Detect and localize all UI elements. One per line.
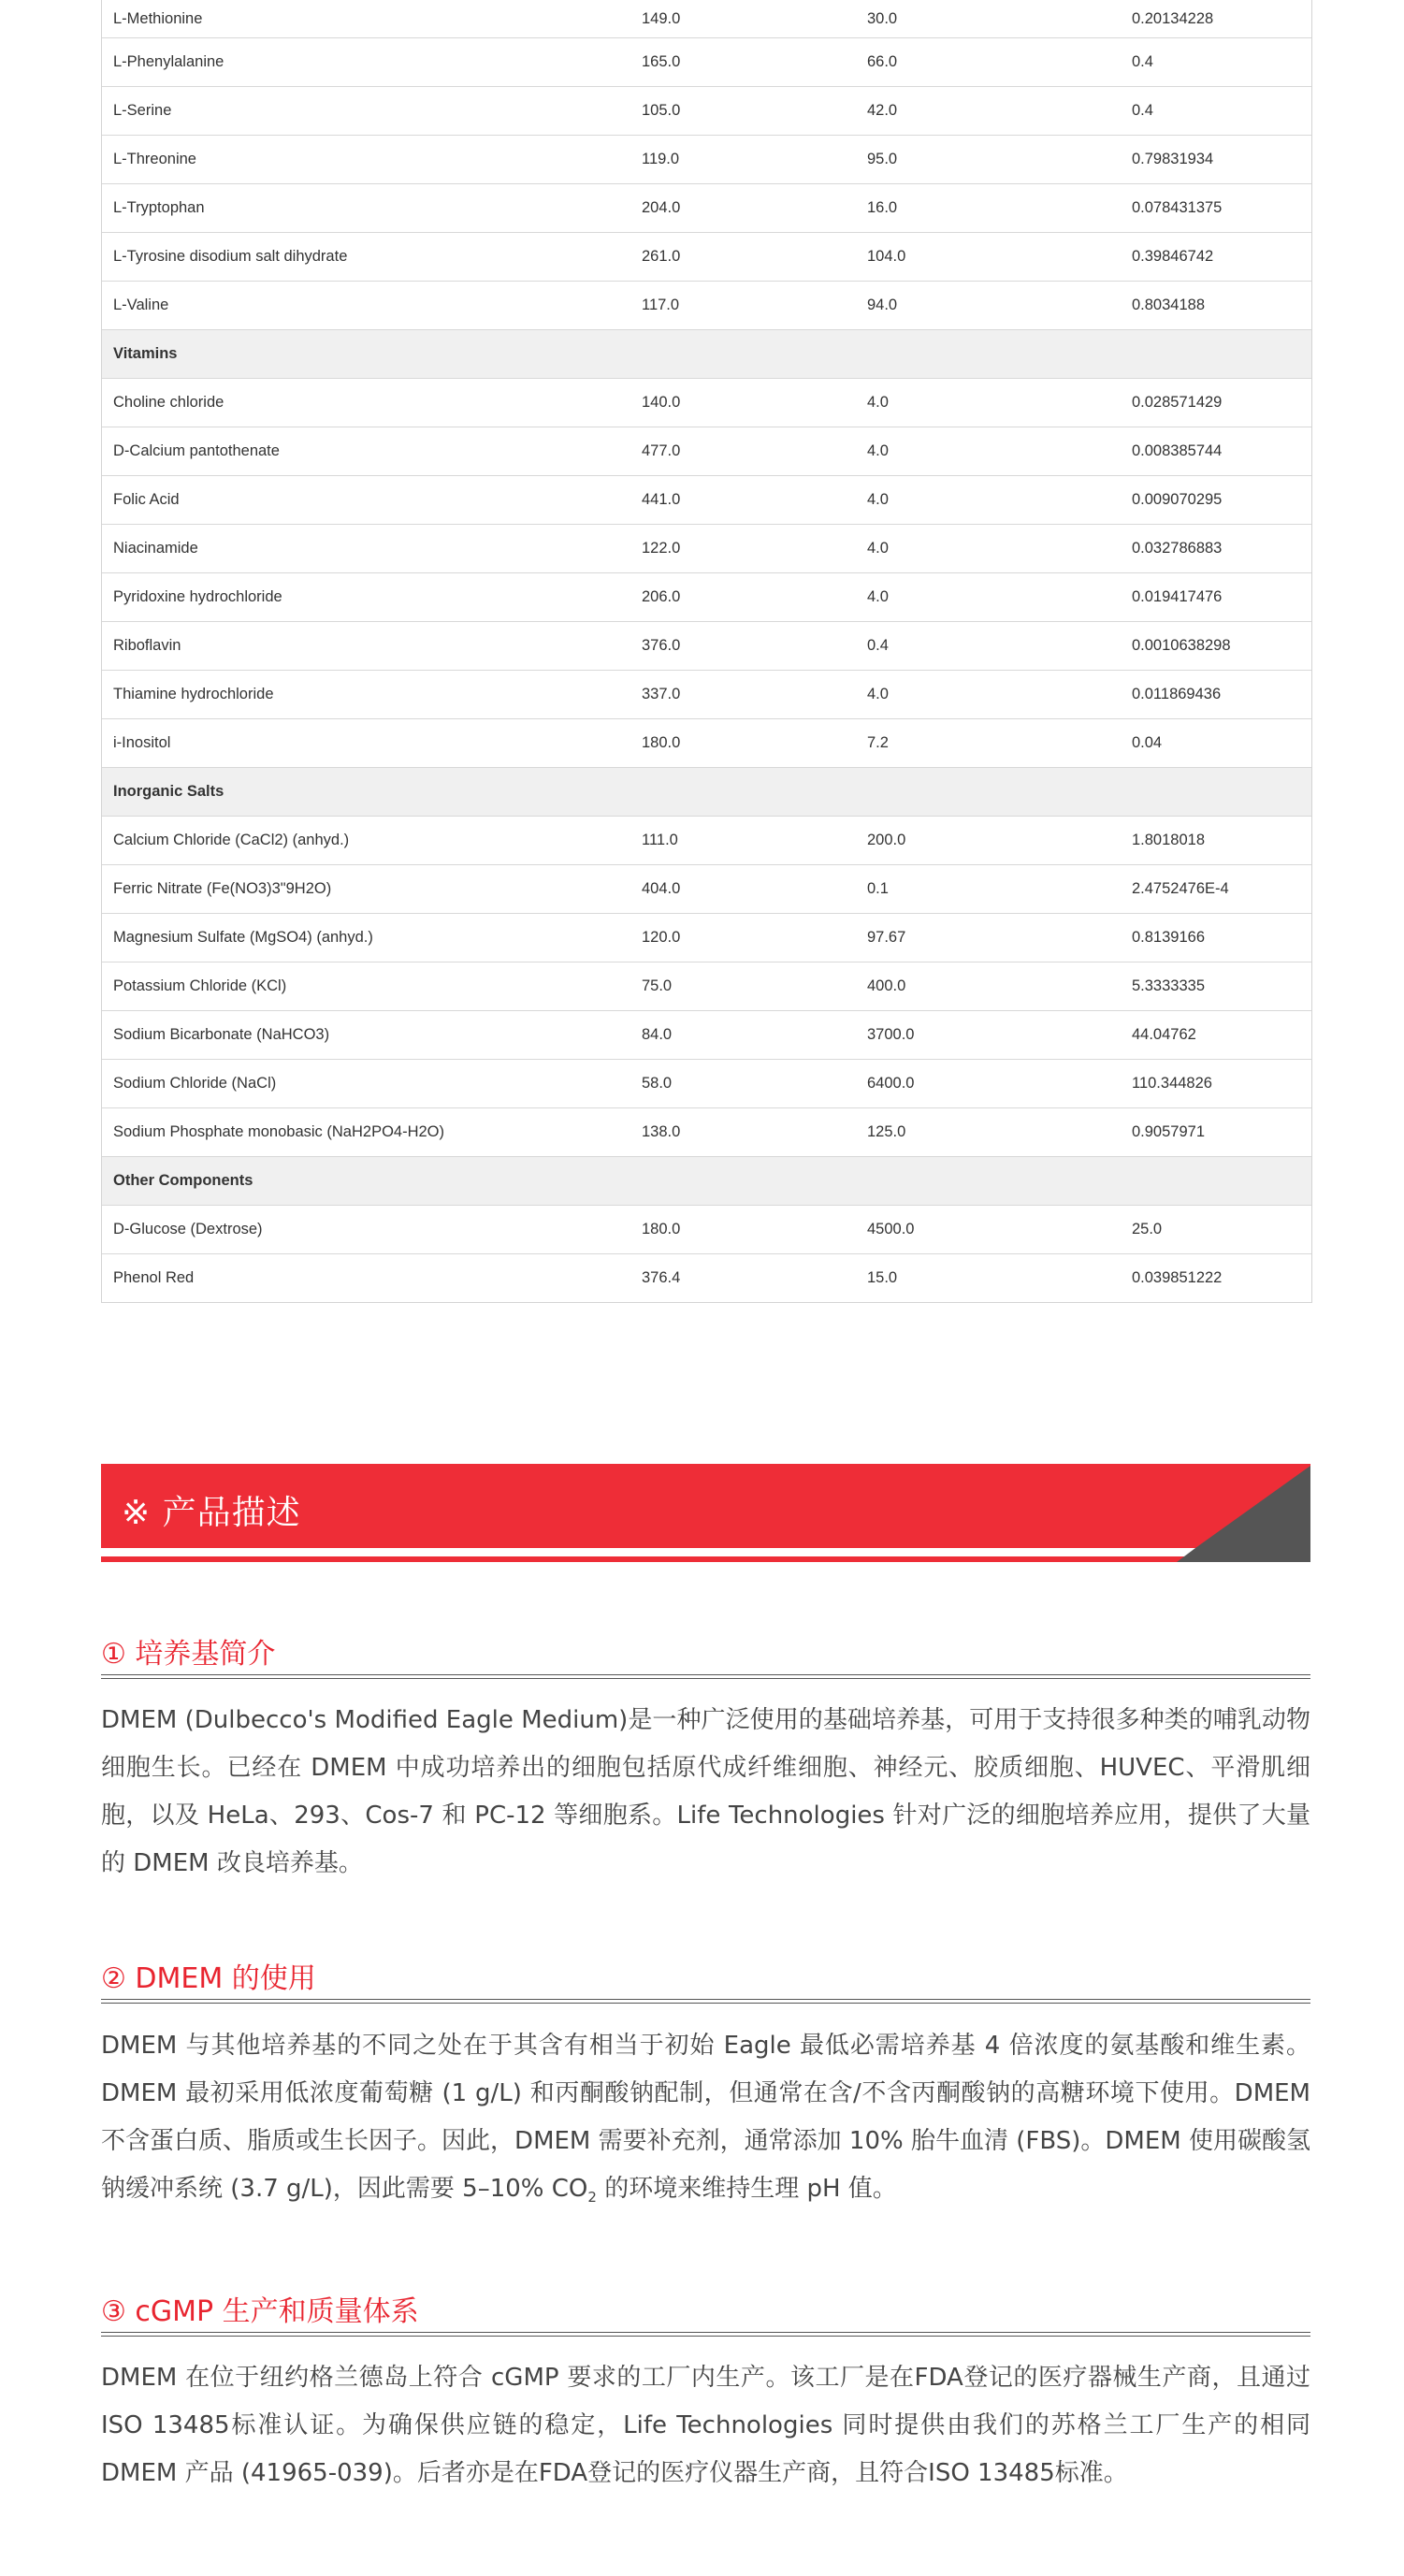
cell-molecular-weight: 441.0 <box>642 491 681 508</box>
cell-molecular-weight: 337.0 <box>642 686 681 702</box>
co2-subscript: 2 <box>587 2189 597 2207</box>
cell-molecular-weight: 149.0 <box>642 9 681 27</box>
cell-molecular-weight: 117.0 <box>642 297 680 313</box>
cell-concentration-mg: 7.2 <box>867 734 889 751</box>
cell-concentration-mm: 0.078431375 <box>1132 199 1223 216</box>
section-heading-usage: ② DMEM 的使用 <box>101 1962 316 1995</box>
cell-concentration-mg: 66.0 <box>867 53 898 70</box>
section-paragraph-cgmp: DMEM 在位于纽约格兰德岛上符合 cGMP 要求的工厂内生产。该工厂是在FDA登记的医疗器械生产商，且通过ISO 13485标准认证。为确保供应链的稳定，Life Technologies 同时提供由我们的苏格兰工厂生产的相同 DMEM 产品 (41965-039)。后者亦是在FDA登记的医疗仪器生产商，且符合ISO 13485标准。 <box>101 2364 1310 2487</box>
table-row <box>102 962 1311 1010</box>
cell-concentration-mg: 97.67 <box>867 929 906 946</box>
cell-concentration-mg: 0.1 <box>867 880 889 897</box>
cell-concentration-mm: 0.20134228 <box>1132 9 1214 27</box>
table-row <box>102 1253 1311 1302</box>
cell-concentration-mm: 0.04 <box>1132 734 1163 751</box>
section-rule <box>101 2332 1310 2337</box>
banner-title: ※ 产品描述 <box>122 1494 301 1532</box>
cell-component: Ferric Nitrate (Fe(NO3)3"9H2O) <box>113 880 332 897</box>
cell-concentration-mm: 0.8139166 <box>1132 929 1205 946</box>
table-row <box>102 1010 1311 1059</box>
cell-category: Vitamins <box>113 345 178 362</box>
cell-molecular-weight: 138.0 <box>642 1123 681 1140</box>
cell-concentration-mm: 0.9057971 <box>1132 1123 1205 1140</box>
cell-concentration-mg: 0.4 <box>867 637 889 654</box>
table-row <box>102 427 1311 475</box>
cell-category: Other Components <box>113 1172 253 1189</box>
cell-concentration-mm: 0.79831934 <box>1132 151 1214 167</box>
cell-concentration-mm: 0.4 <box>1132 102 1153 119</box>
cell-concentration-mm: 0.009070295 <box>1132 491 1223 508</box>
cell-molecular-weight: 376.4 <box>642 1269 681 1286</box>
table-row <box>102 183 1311 232</box>
cell-molecular-weight: 119.0 <box>642 151 680 167</box>
cell-molecular-weight: 140.0 <box>642 394 681 411</box>
cell-concentration-mg: 6400.0 <box>867 1075 915 1092</box>
cell-concentration-mg: 4.0 <box>867 588 889 605</box>
cell-component: L-Threonine <box>113 151 196 167</box>
cell-concentration-mg: 30.0 <box>867 9 898 27</box>
cell-component: Potassium Chloride (KCl) <box>113 977 287 994</box>
cell-concentration-mm: 0.0010638298 <box>1132 637 1231 654</box>
cell-component: Niacinamide <box>113 540 198 557</box>
table-row <box>102 524 1311 572</box>
cell-component: Thiamine hydrochloride <box>113 686 274 702</box>
cell-component: L-Phenylalanine <box>113 53 224 70</box>
cell-component: L-Methionine <box>113 9 203 27</box>
table-category-row <box>102 1156 1311 1205</box>
cell-category: Inorganic Salts <box>113 783 224 800</box>
section-rule <box>101 1674 1310 1679</box>
cell-component: Magnesium Sulfate (MgSO4) (anhyd.) <box>113 929 373 946</box>
cell-concentration-mm: 0.008385744 <box>1132 442 1223 459</box>
cell-concentration-mm: 5.3333335 <box>1132 977 1205 994</box>
cell-molecular-weight: 84.0 <box>642 1026 673 1043</box>
cell-component: Pyridoxine hydrochloride <box>113 588 282 605</box>
usage-text-end: 的环境来维持生理 pH 值。 <box>596 2175 897 2203</box>
cell-molecular-weight: 376.0 <box>642 637 681 654</box>
cell-concentration-mm: 0.8034188 <box>1132 297 1205 313</box>
cell-concentration-mm: 0.039851222 <box>1132 1269 1223 1286</box>
cell-component: L-Serine <box>113 102 172 119</box>
cell-component: D-Glucose (Dextrose) <box>113 1221 263 1237</box>
section-paragraph-intro: DMEM (Dulbecco's Modified Eagle Medium)是一种广泛使用的基础培养基，可用于支持很多种类的哺乳动物细胞生长。已经在 DMEM 中成功培养出的细胞包括原代成纤维细胞、神经元、胶质细胞、HUVEC、平滑肌细胞，以及 HeLa、293、Cos-7 和 PC-12 等细胞系。Life Technologies 针对广泛的细胞培养应用，提供了大量的 DMEM 改良培养基。 <box>101 1706 1310 1877</box>
banner-white-line <box>101 1548 1195 1556</box>
cell-concentration-mg: 4.0 <box>867 491 889 508</box>
cell-component: Choline chloride <box>113 394 224 411</box>
cell-molecular-weight: 122.0 <box>642 540 681 557</box>
cell-concentration-mm: 0.4 <box>1132 53 1153 70</box>
cell-molecular-weight: 206.0 <box>642 588 681 605</box>
banner-red-underline <box>101 1556 1184 1562</box>
table-row <box>102 281 1311 329</box>
section-heading-intro: ① 培养基简介 <box>101 1638 276 1671</box>
cell-concentration-mg: 16.0 <box>867 199 898 216</box>
section-heading-cgmp: ③ cGMP 生产和质量体系 <box>101 2295 419 2328</box>
cell-concentration-mg: 15.0 <box>867 1269 898 1286</box>
cell-concentration-mg: 94.0 <box>867 297 898 313</box>
cell-component: Sodium Phosphate monobasic (NaH2PO4-H2O) <box>113 1123 445 1140</box>
cell-concentration-mg: 3700.0 <box>867 1026 915 1043</box>
cell-component: Phenol Red <box>113 1269 195 1286</box>
table-row <box>102 864 1311 913</box>
cell-concentration-mm: 2.4752476E-4 <box>1132 880 1229 897</box>
cell-concentration-mm: 44.04762 <box>1132 1026 1196 1043</box>
cell-concentration-mg: 95.0 <box>867 151 898 167</box>
table-row <box>102 0 1311 37</box>
cell-molecular-weight: 58.0 <box>642 1075 673 1092</box>
cell-component: Sodium Bicarbonate (NaHCO3) <box>113 1026 330 1043</box>
table-row <box>102 816 1311 864</box>
cell-molecular-weight: 180.0 <box>642 734 681 751</box>
table-row <box>102 1059 1311 1107</box>
cell-component: L-Tyrosine disodium salt dihydrate <box>113 248 348 265</box>
cell-concentration-mm: 0.39846742 <box>1132 248 1214 265</box>
cell-molecular-weight: 261.0 <box>642 248 681 265</box>
cell-molecular-weight: 105.0 <box>642 102 681 119</box>
cell-concentration-mg: 4500.0 <box>867 1221 915 1237</box>
cell-molecular-weight: 120.0 <box>642 929 681 946</box>
cell-component: Sodium Chloride (NaCl) <box>113 1075 277 1092</box>
table-row <box>102 475 1311 524</box>
cell-molecular-weight: 477.0 <box>642 442 681 459</box>
cell-concentration-mg: 42.0 <box>867 102 898 119</box>
cell-concentration-mg: 4.0 <box>867 540 889 557</box>
cell-component: Riboflavin <box>113 637 181 654</box>
cell-concentration-mm: 1.8018018 <box>1132 832 1205 848</box>
cell-molecular-weight: 75.0 <box>642 977 673 994</box>
cell-concentration-mm: 110.344826 <box>1132 1075 1212 1092</box>
table-category-row <box>102 329 1311 378</box>
section-paragraph-usage <box>101 2022 1310 2221</box>
cell-component: L-Valine <box>113 297 169 313</box>
table-row <box>102 670 1311 718</box>
table-row <box>102 1107 1311 1156</box>
table-row <box>102 378 1311 427</box>
table-row <box>102 232 1311 281</box>
cell-concentration-mm: 0.032786883 <box>1132 540 1223 557</box>
cell-component: D-Calcium pantothenate <box>113 442 280 459</box>
section-banner <box>101 1464 1310 1562</box>
table-row <box>102 135 1311 183</box>
cell-concentration-mm: 25.0 <box>1132 1221 1163 1237</box>
table-row <box>102 1205 1311 1253</box>
cell-component: L-Tryptophan <box>113 199 205 216</box>
components-table <box>101 0 1312 1303</box>
table-row <box>102 86 1311 135</box>
cell-concentration-mm: 0.028571429 <box>1132 394 1223 411</box>
cell-molecular-weight: 111.0 <box>642 832 678 848</box>
table-row <box>102 913 1311 962</box>
cell-molecular-weight: 404.0 <box>642 880 681 897</box>
table-row <box>102 572 1311 621</box>
cell-concentration-mg: 400.0 <box>867 977 906 994</box>
cell-component: Calcium Chloride (CaCl2) (anhyd.) <box>113 832 350 848</box>
cell-concentration-mg: 4.0 <box>867 686 889 702</box>
cell-concentration-mg: 4.0 <box>867 394 889 411</box>
cell-concentration-mg: 4.0 <box>867 442 889 459</box>
cell-molecular-weight: 165.0 <box>642 53 681 70</box>
cell-molecular-weight: 180.0 <box>642 1221 681 1237</box>
table-row <box>102 621 1311 670</box>
cell-concentration-mg: 200.0 <box>867 832 906 848</box>
table-category-row <box>102 767 1311 816</box>
cell-concentration-mg: 125.0 <box>867 1123 906 1140</box>
usage-text-main: DMEM 与其他培养基的不同之处在于其含有相当于初始 Eagle 最低必需培养基 4 倍浓度的氨基酸和维生素。DMEM 最初采用低浓度葡萄糖 (1 g/L) 和丙酮酸钠配制，但通常在含/不含丙酮酸钠的高糖环境下使用。DMEM 不含蛋白质、脂质或生长因子。因此，DMEM 需要补充剂，通常添加 10% 胎牛血清 (FBS)。DMEM 使用碳酸氢钠缓冲系统 (3.7 g/L)，因此需要 5–10% CO <box>101 2032 1310 2203</box>
cell-concentration-mm: 0.011869436 <box>1132 686 1222 702</box>
cell-component: i-Inositol <box>113 734 171 751</box>
section-rule <box>101 1999 1310 2004</box>
cell-component: Folic Acid <box>113 491 180 508</box>
cell-concentration-mm: 0.019417476 <box>1132 588 1223 605</box>
table-row <box>102 37 1311 86</box>
table-row <box>102 718 1311 767</box>
cell-concentration-mg: 104.0 <box>867 248 906 265</box>
cell-molecular-weight: 204.0 <box>642 199 681 216</box>
